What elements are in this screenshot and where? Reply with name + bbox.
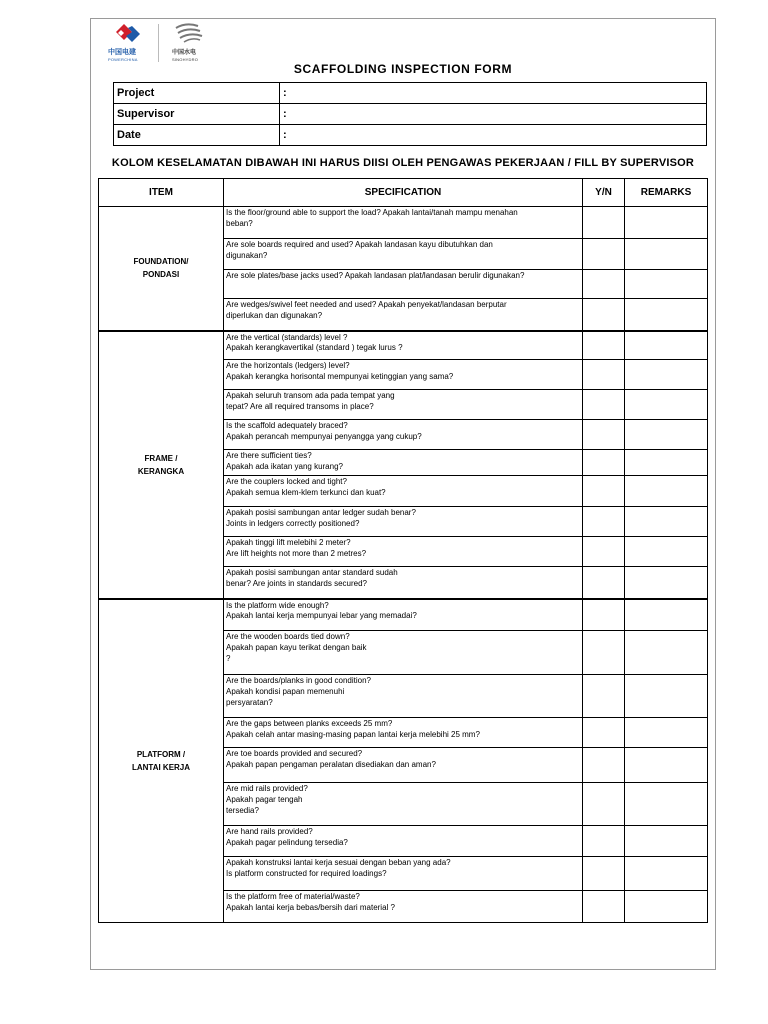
header-row-date [114,125,707,146]
specification-cell: Is the platform free of material/waste? Apakah lantai kerja bebas/bersih dari material ? [224,891,583,923]
remarks-input-cell[interactable] [625,826,708,857]
header-info-table [113,82,707,146]
category-label: PLATFORM / LANTAI KERJA [131,749,191,772]
yn-input-cell[interactable] [583,891,625,923]
specification-cell: Are the boards/planks in good condition? Apakah kondisi papan memenuhi persyaratan? [224,675,583,718]
logo-divider [158,24,159,62]
header-label-project: Project [114,83,280,104]
remarks-input-cell[interactable] [625,857,708,891]
powerchina-logo-subtext: POWERCHINA [108,57,138,62]
yn-input-cell[interactable] [583,390,625,420]
checklist-header-row [99,179,708,207]
table-row [99,331,708,360]
table-row [99,599,708,631]
yn-input-cell[interactable] [583,476,625,507]
remarks-input-cell[interactable] [625,207,708,239]
header-label-date: Date [114,125,280,146]
item-column-header: ITEM [99,179,224,207]
sinohydro-logo-subtext: SINOHYDRO [172,57,199,62]
yn-column-header: Y/N [583,179,625,207]
yn-input-cell[interactable] [583,450,625,476]
header-label-supervisor: Supervisor [114,104,280,125]
specification-cell: Are hand rails provided? Apakah pagar pelindung tersedia? [224,826,583,857]
remarks-input-cell[interactable] [625,748,708,783]
header-value-supervisor-field[interactable]: : [280,104,707,125]
specification-cell: Is the platform wide enough? Apakah lantai kerja mempunyai lebar yang memadai? [224,599,583,631]
specification-cell: Are the vertical (standards) level ? Apakah kerangkavertikal (standard ) tegak lurus ? [224,331,583,360]
yn-input-cell[interactable] [583,420,625,450]
specification-cell: Is the scaffold adequately braced? Apakah perancah mempunyai penyangga yang cukup? [224,420,583,450]
yn-input-cell[interactable] [583,718,625,748]
yn-input-cell[interactable] [583,239,625,270]
instruction-text: KOLOM KESELAMATAN DIBAWAH INI HARUS DIISI OLEH PENGAWAS PEKERJAAN / FILL BY SUPERVISOR [111,157,695,169]
yn-input-cell[interactable] [583,207,625,239]
remarks-input-cell[interactable] [625,450,708,476]
specification-cell: Apakah posisi sambungan antar standard sudah benar? Are joints in standards secured? [224,567,583,599]
yn-input-cell[interactable] [583,299,625,331]
specification-cell: Are the horizontals (ledgers) level? Apakah kerangka horisontal mempunyai ketinggian yang sama? [224,360,583,390]
remarks-input-cell[interactable] [625,567,708,599]
yn-input-cell[interactable] [583,331,625,360]
header-value-project-field[interactable]: : [280,83,707,104]
header-row-project [114,83,707,104]
yn-input-cell[interactable] [583,567,625,599]
header-value-date-field[interactable]: : [280,125,707,146]
specification-cell: Apakah posisi sambungan antar ledger sudah benar? Joints in ledgers correctly positioned? [224,507,583,537]
yn-input-cell[interactable] [583,360,625,390]
yn-input-cell[interactable] [583,675,625,718]
sinohydro-logo-text: 中国水电 [172,50,197,56]
remarks-input-cell[interactable] [625,239,708,270]
remarks-input-cell[interactable] [625,420,708,450]
remarks-input-cell[interactable] [625,675,708,718]
remarks-input-cell[interactable] [625,299,708,331]
yn-input-cell[interactable] [583,857,625,891]
yn-input-cell[interactable] [583,270,625,299]
form-title: SCAFFOLDING INSPECTION FORM [293,62,513,76]
remarks-input-cell[interactable] [625,270,708,299]
remarks-column-header: REMARKS [625,179,708,207]
specification-cell: Apakah seluruh transom ada pada tempat yang tepat? Are all required transoms in place? [224,390,583,420]
header-row-supervisor [114,104,707,125]
remarks-input-cell[interactable] [625,390,708,420]
category-cell [99,207,224,331]
yn-input-cell[interactable] [583,507,625,537]
inspection-checklist-table [98,178,708,923]
sinohydro-logo-icon [172,22,206,44]
company-logos [108,22,228,66]
yn-input-cell[interactable] [583,631,625,675]
table-row [99,207,708,239]
remarks-input-cell[interactable] [625,631,708,675]
category-label: FRAME / KERANGKA [137,453,185,476]
remarks-input-cell[interactable] [625,537,708,567]
specification-cell: Is the floor/ground able to support the load? Apakah lantai/tanah mampu menahan beban? [224,207,583,239]
remarks-input-cell[interactable] [625,331,708,360]
category-cell [99,599,224,923]
remarks-input-cell[interactable] [625,360,708,390]
yn-input-cell[interactable] [583,826,625,857]
specification-column-header: SPECIFICATION [224,179,583,207]
specification-cell: Apakah tinggi lift melebihi 2 meter? Are lift heights not more than 2 metres? [224,537,583,567]
yn-input-cell[interactable] [583,748,625,783]
category-cell [99,331,224,599]
specification-cell: Are toe boards provided and secured? Apakah papan pengaman peralatan disediakan dan aman? [224,748,583,783]
specification-cell: Are the gaps between planks exceeds 25 mm? Apakah celah antar masing-masing papan lantai kerja melebihi 25 mm? [224,718,583,748]
specification-cell: Apakah konstruksi lantai kerja sesuai dengan beban yang ada? Is platform constructed for required loadings? [224,857,583,891]
specification-cell: Are there sufficient ties? Apakah ada ikatan yang kurang? [224,450,583,476]
category-label: FOUNDATION/ PONDASI [133,257,189,280]
specification-cell: Are sole boards required and used? Apakah landasan kayu dibutuhkan dan digunakan? [224,239,583,270]
yn-input-cell[interactable] [583,537,625,567]
specification-cell: Are sole plates/base jacks used? Apakah landasan plat/landasan berulir digunakan? [224,270,583,299]
remarks-input-cell[interactable] [625,718,708,748]
remarks-input-cell[interactable] [625,599,708,631]
remarks-input-cell[interactable] [625,891,708,923]
powerchina-logo-text: 中国电建 [108,49,136,56]
yn-input-cell[interactable] [583,599,625,631]
specification-cell: Are the wooden boards tied down? Apakah papan kayu terikat dengan baik ? [224,631,583,675]
yn-input-cell[interactable] [583,783,625,826]
remarks-input-cell[interactable] [625,507,708,537]
specification-cell: Are wedges/swivel feet needed and used? Apakah penyekat/landasan berputar diperlukan dan digunakan? [224,299,583,331]
specification-cell: Are the couplers locked and tight? Apakah semua klem-klem terkunci dan kuat? [224,476,583,507]
remarks-input-cell[interactable] [625,783,708,826]
specification-cell: Are mid rails provided? Apakah pagar tengah tersedia? [224,783,583,826]
powerchina-logo-icon [110,22,150,46]
remarks-input-cell[interactable] [625,476,708,507]
